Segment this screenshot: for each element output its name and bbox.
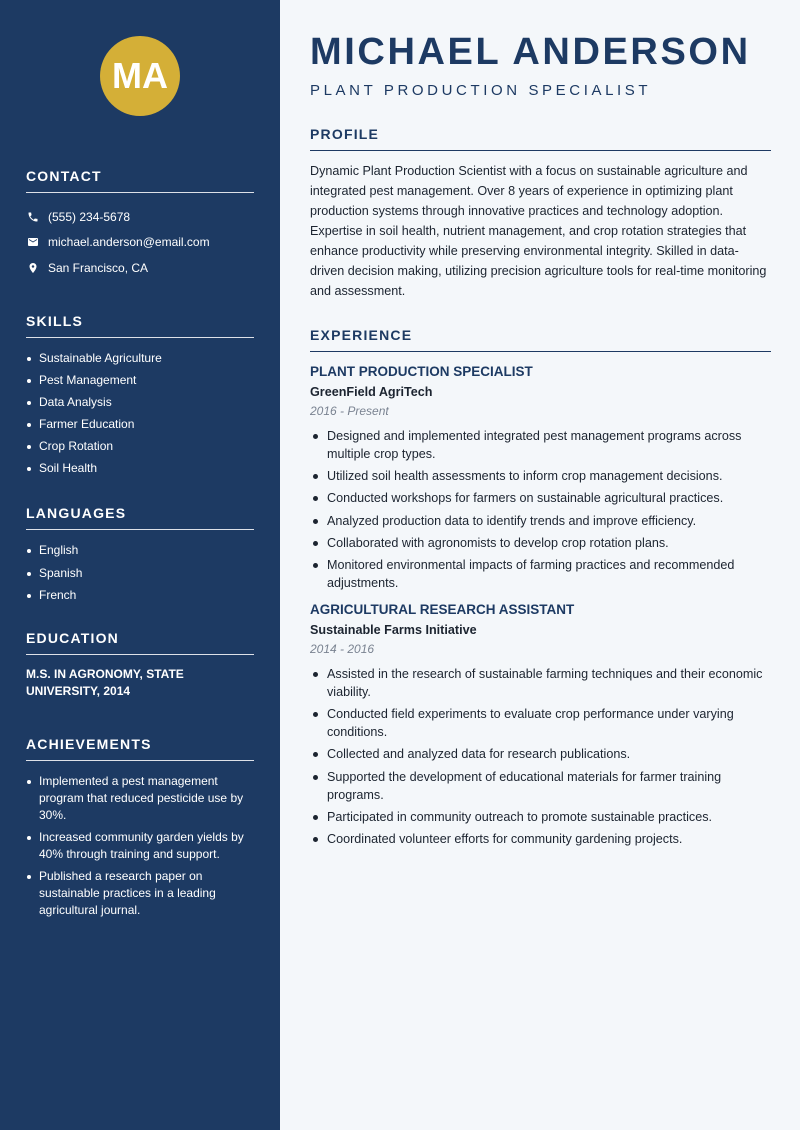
skill-item: Pest Management xyxy=(26,372,254,389)
skills-list xyxy=(26,350,254,478)
languages-title: LANGUAGES xyxy=(26,505,254,530)
main-content xyxy=(280,0,800,1130)
contact-email xyxy=(26,230,254,256)
achievement-item: Increased community garden yields by 40% through training and support. xyxy=(26,829,254,863)
education-entry: M.S. IN AGRONOMY, STATE UNIVERSITY, 2014 xyxy=(26,666,184,698)
job-title: AGRICULTURAL RESEARCH ASSISTANT xyxy=(310,601,575,617)
languages-list xyxy=(26,542,254,603)
experience-title: EXPERIENCE xyxy=(310,327,771,352)
skills-title: SKILLS xyxy=(26,313,254,338)
avatar-initials: MA xyxy=(112,55,168,96)
email-icon xyxy=(26,235,40,249)
achievement-item: Published a research paper on sustainable practices in a leading agricultural journal. xyxy=(26,868,254,919)
language-item: English xyxy=(26,542,254,559)
skills-section xyxy=(26,313,254,478)
profile-text: Dynamic Plant Production Scientist with a focus on sustainable agriculture and integrated pest management. Over 8 years of experience in optimizing plant production systems through innovative practices and technology adoption. Expertise in soil health, nutrient management, and crop rotation strategies that enhance productivity while preserving environmental integrity. Skilled in data-driven decision making, utilizing precision agriculture tools for real-time monitoring and assessment. xyxy=(310,164,767,298)
job-title: PLANT PRODUCTION SPECIALIST xyxy=(310,364,533,379)
job-bullet: Assisted in the research of sustainable farming techniques and their economic viability. xyxy=(310,665,771,701)
contact-title: CONTACT xyxy=(26,168,254,193)
job-bullet: Monitored environmental impacts of farming practices and recommended adjustments. xyxy=(310,556,771,592)
skill-item: Crop Rotation xyxy=(26,438,254,455)
job-bullet: Utilized soil health assessments to inform crop management decisions. xyxy=(310,467,771,485)
achievements-list xyxy=(26,773,254,919)
skill-item: Farmer Education xyxy=(26,416,254,433)
achievements-title: ACHIEVEMENTS xyxy=(26,736,254,761)
contact-location xyxy=(26,255,254,281)
languages-section xyxy=(26,505,254,603)
job-bullet: Conducted field experiments to evaluate crop performance under varying conditions. xyxy=(310,705,771,741)
contact-list xyxy=(26,204,254,281)
contact-phone xyxy=(26,204,254,230)
job-bullet: Collaborated with agronomists to develop crop rotation plans. xyxy=(310,534,771,552)
profile-title: PROFILE xyxy=(310,126,771,151)
skill-item: Sustainable Agriculture xyxy=(26,350,254,367)
location-pin-icon xyxy=(26,261,40,275)
skill-item: Soil Health xyxy=(26,460,254,477)
job-date: 2014 - 2016 xyxy=(310,641,375,656)
job-bullet: Analyzed production data to identify trends and improve efficiency. xyxy=(310,512,771,530)
achievement-item: Implemented a pest management program that reduced pesticide use by 30%. xyxy=(26,773,254,824)
job-bullet: Participated in community outreach to promote sustainable practices. xyxy=(310,808,771,826)
job-entry xyxy=(310,602,771,848)
contact-location-text: San Francisco, CA xyxy=(48,260,149,275)
language-item: Spanish xyxy=(26,565,254,582)
job-bullet: Supported the development of educational materials for farmer training programs. xyxy=(310,768,771,804)
education-section xyxy=(26,630,254,700)
job-bullet: Collected and analyzed data for research publications. xyxy=(310,745,771,763)
experience-section xyxy=(310,327,771,848)
job-company: GreenField AgriTech xyxy=(310,385,433,399)
job-bullet: Designed and implemented integrated pest management programs across multiple crop types. xyxy=(310,427,771,463)
contact-phone-text[interactable]: (555) 234-5678 xyxy=(48,209,131,224)
job-company: Sustainable Farms Initiative xyxy=(310,622,477,637)
job-bullets xyxy=(310,427,771,592)
profile-section xyxy=(310,126,771,301)
language-item: French xyxy=(26,587,254,604)
avatar xyxy=(100,36,180,116)
skill-item: Data Analysis xyxy=(26,394,254,411)
job-entry xyxy=(310,364,771,592)
job-bullet: Conducted workshops for farmers on sustainable agricultural practices. xyxy=(310,489,771,507)
job-bullets xyxy=(310,665,771,848)
candidate-title: PLANT PRODUCTION SPECIALIST xyxy=(310,82,652,99)
contact-section xyxy=(26,168,254,281)
education-title: EDUCATION xyxy=(26,630,254,655)
achievements-section xyxy=(26,736,254,919)
contact-email-text[interactable]: michael.anderson@email.com xyxy=(48,235,210,250)
candidate-name: MICHAEL ANDERSON xyxy=(310,31,751,73)
sidebar xyxy=(0,0,280,1130)
job-bullet: Coordinated volunteer efforts for community gardening projects. xyxy=(310,830,771,848)
phone-icon xyxy=(26,210,40,224)
job-date: 2016 - Present xyxy=(310,404,389,418)
